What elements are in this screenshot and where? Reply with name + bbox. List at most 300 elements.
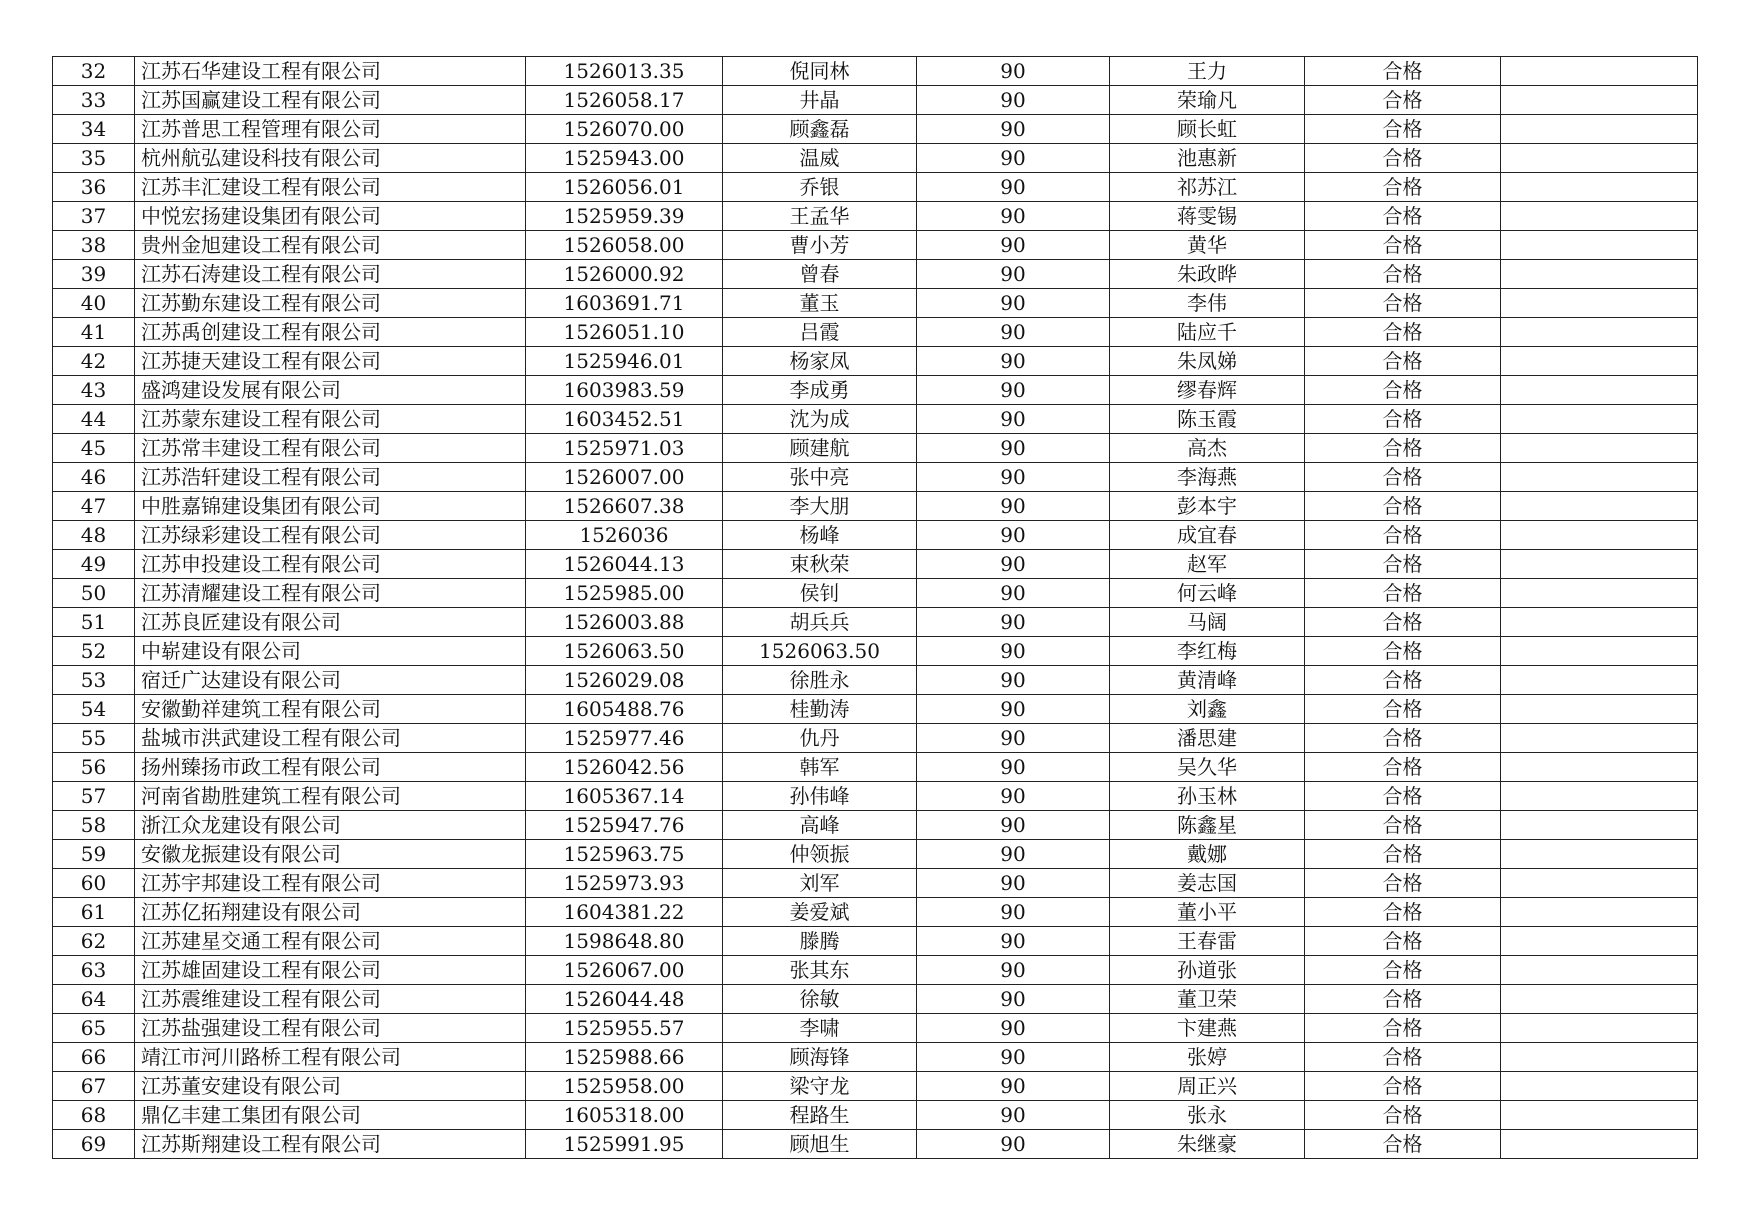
company-name-cell: 江苏国赢建设工程有限公司 <box>135 86 526 115</box>
reviewer-cell: 赵军 <box>1110 550 1305 579</box>
bid-amount-cell: 1525955.57 <box>526 1014 723 1043</box>
row-number-cell: 58 <box>53 811 135 840</box>
score-cell: 90 <box>917 231 1110 260</box>
result-cell: 合格 <box>1305 811 1501 840</box>
reviewer-cell: 张婷 <box>1110 1043 1305 1072</box>
project-manager-cell: 束秋荣 <box>723 550 917 579</box>
bid-amount-cell: 1525973.93 <box>526 869 723 898</box>
bid-amount-cell: 1525991.95 <box>526 1130 723 1159</box>
company-name-cell: 江苏绿彩建设工程有限公司 <box>135 521 526 550</box>
bid-amount-cell: 1525946.01 <box>526 347 723 376</box>
row-number-cell: 48 <box>53 521 135 550</box>
result-cell: 合格 <box>1305 521 1501 550</box>
note-cell <box>1501 608 1698 637</box>
row-number-cell: 36 <box>53 173 135 202</box>
reviewer-cell: 孙道张 <box>1110 956 1305 985</box>
project-manager-cell: 乔银 <box>723 173 917 202</box>
reviewer-cell: 李海燕 <box>1110 463 1305 492</box>
row-number-cell: 66 <box>53 1043 135 1072</box>
note-cell <box>1501 173 1698 202</box>
company-name-cell: 盛鸿建设发展有限公司 <box>135 376 526 405</box>
score-cell: 90 <box>917 608 1110 637</box>
note-cell <box>1501 724 1698 753</box>
table-row <box>53 579 1698 608</box>
project-manager-cell: 刘军 <box>723 869 917 898</box>
reviewer-cell: 刘鑫 <box>1110 695 1305 724</box>
project-manager-cell: 1526063.50 <box>723 637 917 666</box>
score-cell: 90 <box>917 840 1110 869</box>
bid-amount-cell: 1526607.38 <box>526 492 723 521</box>
bid-amount-cell: 1603691.71 <box>526 289 723 318</box>
reviewer-cell: 池惠新 <box>1110 144 1305 173</box>
result-cell: 合格 <box>1305 376 1501 405</box>
result-cell: 合格 <box>1305 347 1501 376</box>
table-row <box>53 289 1698 318</box>
result-cell: 合格 <box>1305 1101 1501 1130</box>
result-cell: 合格 <box>1305 927 1501 956</box>
bid-amount-cell: 1525977.46 <box>526 724 723 753</box>
project-manager-cell: 侯钊 <box>723 579 917 608</box>
row-number-cell: 33 <box>53 86 135 115</box>
table-row <box>53 840 1698 869</box>
reviewer-cell: 王春雷 <box>1110 927 1305 956</box>
table-row <box>53 57 1698 86</box>
score-cell: 90 <box>917 782 1110 811</box>
project-manager-cell: 滕腾 <box>723 927 917 956</box>
company-name-cell: 中胜嘉锦建设集团有限公司 <box>135 492 526 521</box>
table-row <box>53 1101 1698 1130</box>
company-name-cell: 江苏雄固建设工程有限公司 <box>135 956 526 985</box>
result-cell: 合格 <box>1305 898 1501 927</box>
note-cell <box>1501 463 1698 492</box>
project-manager-cell: 徐胜永 <box>723 666 917 695</box>
note-cell <box>1501 1130 1698 1159</box>
bid-amount-cell: 1525971.03 <box>526 434 723 463</box>
project-manager-cell: 仲领振 <box>723 840 917 869</box>
company-name-cell: 江苏蒙东建设工程有限公司 <box>135 405 526 434</box>
score-cell: 90 <box>917 927 1110 956</box>
note-cell <box>1501 521 1698 550</box>
note-cell <box>1501 1072 1698 1101</box>
table-row <box>53 1014 1698 1043</box>
reviewer-cell: 朱继豪 <box>1110 1130 1305 1159</box>
note-cell <box>1501 202 1698 231</box>
result-cell: 合格 <box>1305 57 1501 86</box>
result-cell: 合格 <box>1305 637 1501 666</box>
score-cell: 90 <box>917 956 1110 985</box>
company-name-cell: 江苏勤东建设工程有限公司 <box>135 289 526 318</box>
project-manager-cell: 杨家凤 <box>723 347 917 376</box>
score-cell: 90 <box>917 666 1110 695</box>
row-number-cell: 69 <box>53 1130 135 1159</box>
note-cell <box>1501 318 1698 347</box>
bid-amount-cell: 1526007.00 <box>526 463 723 492</box>
row-number-cell: 47 <box>53 492 135 521</box>
result-cell: 合格 <box>1305 492 1501 521</box>
score-cell: 90 <box>917 289 1110 318</box>
project-manager-cell: 吕霞 <box>723 318 917 347</box>
note-cell <box>1501 376 1698 405</box>
reviewer-cell: 高杰 <box>1110 434 1305 463</box>
company-name-cell: 浙江众龙建设有限公司 <box>135 811 526 840</box>
score-cell: 90 <box>917 521 1110 550</box>
bid-amount-cell: 1525959.39 <box>526 202 723 231</box>
row-number-cell: 59 <box>53 840 135 869</box>
score-cell: 90 <box>917 405 1110 434</box>
reviewer-cell: 孙玉林 <box>1110 782 1305 811</box>
result-cell: 合格 <box>1305 1072 1501 1101</box>
table-row <box>53 492 1698 521</box>
result-cell: 合格 <box>1305 231 1501 260</box>
row-number-cell: 42 <box>53 347 135 376</box>
result-cell: 合格 <box>1305 289 1501 318</box>
reviewer-cell: 陆应千 <box>1110 318 1305 347</box>
score-cell: 90 <box>917 115 1110 144</box>
company-name-cell: 宿迁广达建设有限公司 <box>135 666 526 695</box>
note-cell <box>1501 289 1698 318</box>
note-cell <box>1501 637 1698 666</box>
company-name-cell: 鼎亿丰建工集团有限公司 <box>135 1101 526 1130</box>
table-row <box>53 231 1698 260</box>
company-name-cell: 中悦宏扬建设集团有限公司 <box>135 202 526 231</box>
reviewer-cell: 王力 <box>1110 57 1305 86</box>
reviewer-cell: 陈玉霞 <box>1110 405 1305 434</box>
reviewer-cell: 顾长虹 <box>1110 115 1305 144</box>
project-manager-cell: 李成勇 <box>723 376 917 405</box>
table-row <box>53 985 1698 1014</box>
bid-amount-cell: 1526000.92 <box>526 260 723 289</box>
table-row <box>53 115 1698 144</box>
row-number-cell: 60 <box>53 869 135 898</box>
company-name-cell: 江苏申投建设工程有限公司 <box>135 550 526 579</box>
project-manager-cell: 胡兵兵 <box>723 608 917 637</box>
reviewer-cell: 黄清峰 <box>1110 666 1305 695</box>
row-number-cell: 52 <box>53 637 135 666</box>
project-manager-cell: 董玉 <box>723 289 917 318</box>
project-manager-cell: 桂勤涛 <box>723 695 917 724</box>
table-row <box>53 260 1698 289</box>
table-row <box>53 521 1698 550</box>
result-cell: 合格 <box>1305 434 1501 463</box>
row-number-cell: 41 <box>53 318 135 347</box>
company-name-cell: 江苏常丰建设工程有限公司 <box>135 434 526 463</box>
company-name-cell: 中崭建设有限公司 <box>135 637 526 666</box>
reviewer-cell: 戴娜 <box>1110 840 1305 869</box>
score-cell: 90 <box>917 57 1110 86</box>
company-name-cell: 河南省勘胜建筑工程有限公司 <box>135 782 526 811</box>
table-row <box>53 637 1698 666</box>
result-cell: 合格 <box>1305 869 1501 898</box>
note-cell <box>1501 260 1698 289</box>
result-cell: 合格 <box>1305 1130 1501 1159</box>
bid-amount-cell: 1526058.17 <box>526 86 723 115</box>
bid-amount-cell: 1598648.80 <box>526 927 723 956</box>
note-cell <box>1501 927 1698 956</box>
table-row <box>53 376 1698 405</box>
bid-amount-cell: 1525947.76 <box>526 811 723 840</box>
table-row <box>53 782 1698 811</box>
reviewer-cell: 周正兴 <box>1110 1072 1305 1101</box>
note-cell <box>1501 956 1698 985</box>
table-row <box>53 1072 1698 1101</box>
note-cell <box>1501 753 1698 782</box>
result-cell: 合格 <box>1305 666 1501 695</box>
reviewer-cell: 张永 <box>1110 1101 1305 1130</box>
table-row <box>53 144 1698 173</box>
score-cell: 90 <box>917 1130 1110 1159</box>
reviewer-cell: 李红梅 <box>1110 637 1305 666</box>
bid-amount-cell: 1526067.00 <box>526 956 723 985</box>
result-cell: 合格 <box>1305 753 1501 782</box>
company-name-cell: 靖江市河川路桥工程有限公司 <box>135 1043 526 1072</box>
result-cell: 合格 <box>1305 695 1501 724</box>
company-name-cell: 江苏捷天建设工程有限公司 <box>135 347 526 376</box>
table-row <box>53 550 1698 579</box>
score-cell: 90 <box>917 985 1110 1014</box>
table-row <box>53 463 1698 492</box>
company-name-cell: 江苏斯翔建设工程有限公司 <box>135 1130 526 1159</box>
company-name-cell: 盐城市洪武建设工程有限公司 <box>135 724 526 753</box>
note-cell <box>1501 1043 1698 1072</box>
bid-amount-cell: 1525943.00 <box>526 144 723 173</box>
note-cell <box>1501 782 1698 811</box>
bid-amount-cell: 1525988.66 <box>526 1043 723 1072</box>
company-name-cell: 江苏建星交通工程有限公司 <box>135 927 526 956</box>
reviewer-cell: 陈鑫星 <box>1110 811 1305 840</box>
company-name-cell: 扬州臻扬市政工程有限公司 <box>135 753 526 782</box>
reviewer-cell: 姜志国 <box>1110 869 1305 898</box>
note-cell <box>1501 666 1698 695</box>
project-manager-cell: 顾旭生 <box>723 1130 917 1159</box>
result-cell: 合格 <box>1305 405 1501 434</box>
result-cell: 合格 <box>1305 202 1501 231</box>
row-number-cell: 44 <box>53 405 135 434</box>
note-cell <box>1501 695 1698 724</box>
note-cell <box>1501 86 1698 115</box>
project-manager-cell: 顾建航 <box>723 434 917 463</box>
project-manager-cell: 顾海锋 <box>723 1043 917 1072</box>
score-cell: 90 <box>917 376 1110 405</box>
bid-amount-cell: 1526044.13 <box>526 550 723 579</box>
bid-amount-cell: 1526056.01 <box>526 173 723 202</box>
reviewer-cell: 缪春辉 <box>1110 376 1305 405</box>
project-manager-cell: 程路生 <box>723 1101 917 1130</box>
note-cell <box>1501 840 1698 869</box>
reviewer-cell: 马阔 <box>1110 608 1305 637</box>
table-row <box>53 608 1698 637</box>
bid-amount-cell: 1525958.00 <box>526 1072 723 1101</box>
row-number-cell: 54 <box>53 695 135 724</box>
table-row <box>53 811 1698 840</box>
score-cell: 90 <box>917 463 1110 492</box>
row-number-cell: 46 <box>53 463 135 492</box>
result-cell: 合格 <box>1305 956 1501 985</box>
company-name-cell: 江苏良匠建设有限公司 <box>135 608 526 637</box>
project-manager-cell: 曹小芳 <box>723 231 917 260</box>
result-cell: 合格 <box>1305 608 1501 637</box>
document-sheet <box>52 56 1698 1159</box>
table-row <box>53 1043 1698 1072</box>
project-manager-cell: 倪同林 <box>723 57 917 86</box>
table-row <box>53 927 1698 956</box>
reviewer-cell: 董卫荣 <box>1110 985 1305 1014</box>
result-cell: 合格 <box>1305 782 1501 811</box>
project-manager-cell: 徐敏 <box>723 985 917 1014</box>
score-cell: 90 <box>917 898 1110 927</box>
row-number-cell: 49 <box>53 550 135 579</box>
row-number-cell: 67 <box>53 1072 135 1101</box>
project-manager-cell: 孙伟峰 <box>723 782 917 811</box>
bid-amount-cell: 1526042.56 <box>526 753 723 782</box>
project-manager-cell: 顾鑫磊 <box>723 115 917 144</box>
reviewer-cell: 李伟 <box>1110 289 1305 318</box>
bid-amount-cell: 1603452.51 <box>526 405 723 434</box>
project-manager-cell: 韩军 <box>723 753 917 782</box>
table-row <box>53 869 1698 898</box>
score-cell: 90 <box>917 347 1110 376</box>
company-name-cell: 江苏亿拓翔建设有限公司 <box>135 898 526 927</box>
bid-amount-cell: 1526070.00 <box>526 115 723 144</box>
result-cell: 合格 <box>1305 260 1501 289</box>
project-manager-cell: 杨峰 <box>723 521 917 550</box>
row-number-cell: 51 <box>53 608 135 637</box>
company-name-cell: 杭州航弘建设科技有限公司 <box>135 144 526 173</box>
reviewer-cell: 卞建燕 <box>1110 1014 1305 1043</box>
result-cell: 合格 <box>1305 463 1501 492</box>
project-manager-cell: 温威 <box>723 144 917 173</box>
company-name-cell: 江苏盐强建设工程有限公司 <box>135 1014 526 1043</box>
company-name-cell: 江苏禹创建设工程有限公司 <box>135 318 526 347</box>
row-number-cell: 50 <box>53 579 135 608</box>
result-cell: 合格 <box>1305 579 1501 608</box>
table-row <box>53 86 1698 115</box>
bid-amount-cell: 1526058.00 <box>526 231 723 260</box>
bid-amount-cell: 1603983.59 <box>526 376 723 405</box>
company-name-cell: 安徽勤祥建筑工程有限公司 <box>135 695 526 724</box>
row-number-cell: 55 <box>53 724 135 753</box>
table-row <box>53 898 1698 927</box>
score-cell: 90 <box>917 86 1110 115</box>
bid-amount-cell: 1605488.76 <box>526 695 723 724</box>
table-row <box>53 695 1698 724</box>
row-number-cell: 40 <box>53 289 135 318</box>
table-row <box>53 1130 1698 1159</box>
project-manager-cell: 仇丹 <box>723 724 917 753</box>
score-cell: 90 <box>917 434 1110 463</box>
reviewer-cell: 黄华 <box>1110 231 1305 260</box>
note-cell <box>1501 898 1698 927</box>
project-manager-cell: 李啸 <box>723 1014 917 1043</box>
bid-amount-cell: 1526029.08 <box>526 666 723 695</box>
reviewer-cell: 朱凤娣 <box>1110 347 1305 376</box>
reviewer-cell: 蒋雯锡 <box>1110 202 1305 231</box>
score-cell: 90 <box>917 260 1110 289</box>
company-name-cell: 江苏震维建设工程有限公司 <box>135 985 526 1014</box>
result-cell: 合格 <box>1305 1014 1501 1043</box>
table-body <box>53 57 1698 1159</box>
bid-amount-cell: 1604381.22 <box>526 898 723 927</box>
result-cell: 合格 <box>1305 985 1501 1014</box>
company-name-cell: 江苏浩轩建设工程有限公司 <box>135 463 526 492</box>
company-name-cell: 安徽龙振建设有限公司 <box>135 840 526 869</box>
table-row <box>53 347 1698 376</box>
reviewer-cell: 吴久华 <box>1110 753 1305 782</box>
row-number-cell: 64 <box>53 985 135 1014</box>
result-cell: 合格 <box>1305 1043 1501 1072</box>
note-cell <box>1501 985 1698 1014</box>
result-cell: 合格 <box>1305 318 1501 347</box>
result-cell: 合格 <box>1305 550 1501 579</box>
table-row <box>53 666 1698 695</box>
project-manager-cell: 曾春 <box>723 260 917 289</box>
project-manager-cell: 井晶 <box>723 86 917 115</box>
note-cell <box>1501 434 1698 463</box>
note-cell <box>1501 231 1698 260</box>
reviewer-cell: 祁苏江 <box>1110 173 1305 202</box>
score-cell: 90 <box>917 173 1110 202</box>
table-row <box>53 318 1698 347</box>
bid-amount-cell: 1526036 <box>526 521 723 550</box>
row-number-cell: 65 <box>53 1014 135 1043</box>
company-name-cell: 江苏清耀建设工程有限公司 <box>135 579 526 608</box>
project-manager-cell: 张其东 <box>723 956 917 985</box>
score-cell: 90 <box>917 753 1110 782</box>
row-number-cell: 63 <box>53 956 135 985</box>
note-cell <box>1501 115 1698 144</box>
reviewer-cell: 潘思建 <box>1110 724 1305 753</box>
project-manager-cell: 张中亮 <box>723 463 917 492</box>
score-cell: 90 <box>917 724 1110 753</box>
note-cell <box>1501 811 1698 840</box>
note-cell <box>1501 144 1698 173</box>
bid-amount-cell: 1526044.48 <box>526 985 723 1014</box>
table-row <box>53 753 1698 782</box>
company-name-cell: 江苏石涛建设工程有限公司 <box>135 260 526 289</box>
row-number-cell: 68 <box>53 1101 135 1130</box>
bid-amount-cell: 1526013.35 <box>526 57 723 86</box>
project-manager-cell: 李大朋 <box>723 492 917 521</box>
score-cell: 90 <box>917 1014 1110 1043</box>
reviewer-cell: 何云峰 <box>1110 579 1305 608</box>
row-number-cell: 57 <box>53 782 135 811</box>
project-manager-cell: 高峰 <box>723 811 917 840</box>
score-cell: 90 <box>917 869 1110 898</box>
row-number-cell: 61 <box>53 898 135 927</box>
score-cell: 90 <box>917 579 1110 608</box>
bid-amount-cell: 1525963.75 <box>526 840 723 869</box>
company-name-cell: 江苏董安建设有限公司 <box>135 1072 526 1101</box>
note-cell <box>1501 579 1698 608</box>
score-cell: 90 <box>917 318 1110 347</box>
row-number-cell: 38 <box>53 231 135 260</box>
bid-amount-cell: 1526051.10 <box>526 318 723 347</box>
row-number-cell: 53 <box>53 666 135 695</box>
result-cell: 合格 <box>1305 840 1501 869</box>
score-cell: 90 <box>917 1101 1110 1130</box>
note-cell <box>1501 347 1698 376</box>
company-name-cell: 江苏石华建设工程有限公司 <box>135 57 526 86</box>
bid-amount-cell: 1526063.50 <box>526 637 723 666</box>
result-cell: 合格 <box>1305 86 1501 115</box>
company-name-cell: 贵州金旭建设工程有限公司 <box>135 231 526 260</box>
reviewer-cell: 朱政晔 <box>1110 260 1305 289</box>
score-cell: 90 <box>917 144 1110 173</box>
row-number-cell: 39 <box>53 260 135 289</box>
note-cell <box>1501 1101 1698 1130</box>
table-row <box>53 956 1698 985</box>
score-cell: 90 <box>917 202 1110 231</box>
score-cell: 90 <box>917 695 1110 724</box>
